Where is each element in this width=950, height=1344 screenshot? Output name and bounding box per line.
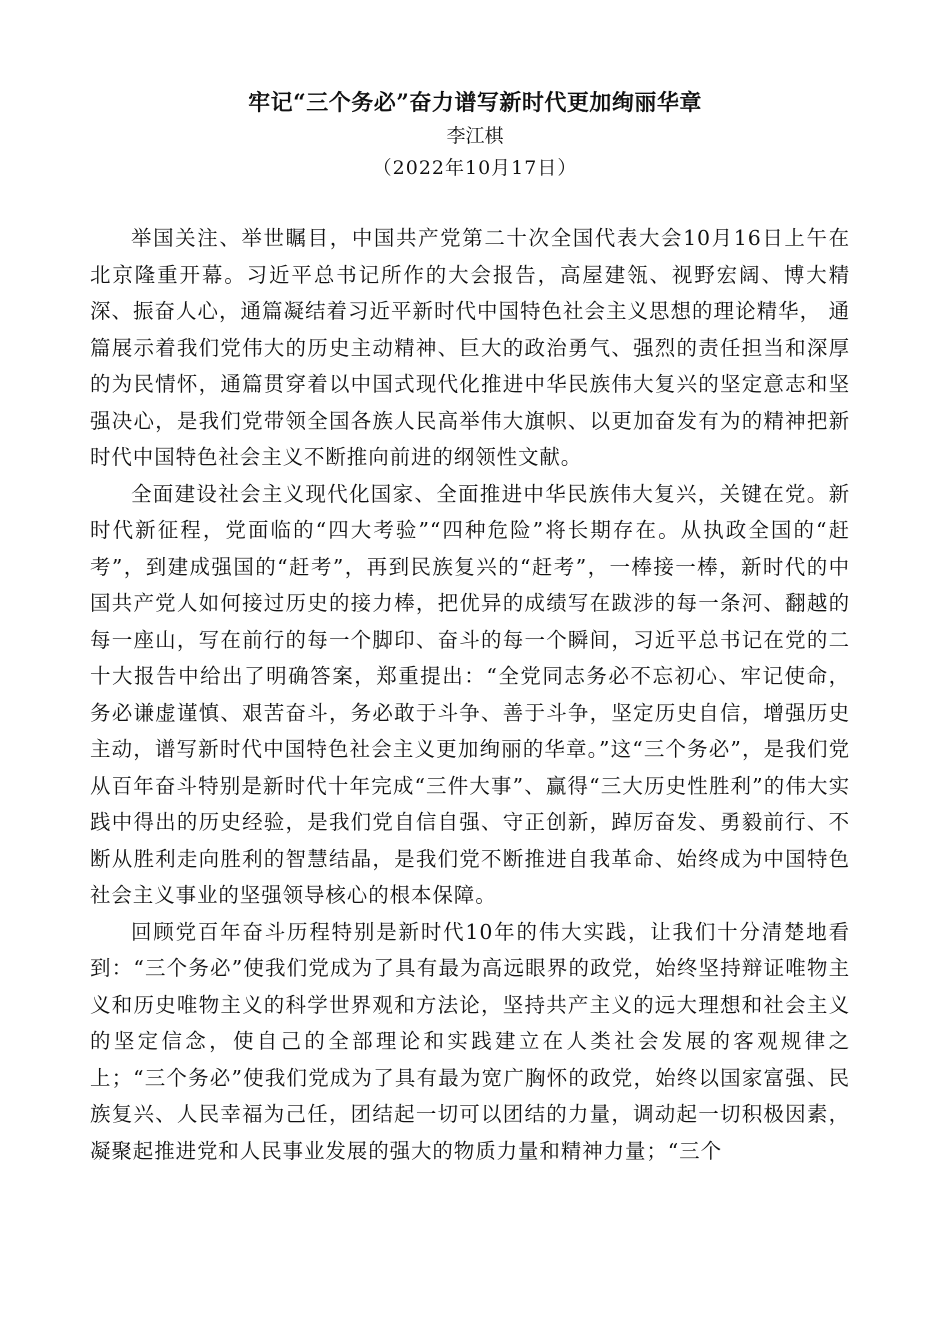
article-date: （2022年10月17日） (372, 157, 578, 179)
article-body (90, 220, 850, 1169)
paragraph: 全面建设社会主义现代化国家、全面推进中华民族伟大复兴，关键在党。新时代新征程，党面临的“四大考验”“四种危险”将长期存在。从执政全国的“赶考”，到建成强国的“赶考”，再到民族复兴的“赶考”，一棒接一棒，新时代的中国共产党人如何接过历史的接力棒，把优异的成绩写在跋涉的每一条河、翻越的每一座山，写在前行的每一个脚印、奋斗的每一个瞬间，习近平总书记在党的二十大报告中给出了明确答案，郑重提出：“全党同志务必不忘初心、牢记使命，务必谦虚谨慎、艰苦奋斗，务必敢于斗争、善于斗争，坚定历史自信，增强历史主动，谱写新时代中国特色社会主义更加绚丽的华章。”这“三个务必”，是我们党从百年奋斗特别是新时代十年完成“三件大事”、赢得“三大历史性胜利”的伟大实践中得出的历史经验，是我们党自信自强、守正创新，踔厉奋发、勇毅前行、不断从胜利走向胜利的智慧结晶，是我们党不断推进自我革命、始终成为中国特色社会主义事业的坚强领导核心的根本保障。 (90, 481, 850, 907)
paragraph: 回顾党百年奋斗历程特别是新时代10年的伟大实践，让我们十分清楚地看到：“三个务必”使我们党成为了具有最为高远眼界的政党，始终坚持辩证唯物主义和历史唯物主义的科学世界观和方法论，坚持共产主义的远大理想和社会主义的坚定信念，使自己的全部理论和实践建立在人类社会发展的客观规律之上；“三个务必”使我们党成为了具有最为宽广胸怀的政党，始终以国家富强、民族复兴、人民幸福为己任，团结起一切可以团结的力量，调动起一切积极因素，凝聚起推进党和人民事业发展的强大的物质力量和精神力量；“三个 (90, 919, 850, 1163)
article-author: 李江棋 (446, 125, 504, 147)
article-title: 牢记“三个务必”奋力谱写新时代更加绚丽华章 (248, 90, 702, 116)
paragraph: 举国关注、举世瞩目，中国共产党第二十次全国代表大会10月16日上午在北京隆重开幕。习近平总书记所作的大会报告，高屋建瓴、视野宏阔、博大精深、振奋人心，通篇凝结着习近平新时代中国特色社会主义思想的理论精华， 通篇展示着我们党伟大的历史主动精神、巨大的政治勇气、强烈的责任担当和深厚的为民情怀，通篇贯穿着以中国式现代化推进中华民族伟大复兴的坚定意志和坚强决心，是我们党带领全国各族人民高举伟大旗帜、以更加奋发有为的精神把新时代中国特色社会主义不断推向前进的纲领性文献。 (90, 226, 850, 469)
